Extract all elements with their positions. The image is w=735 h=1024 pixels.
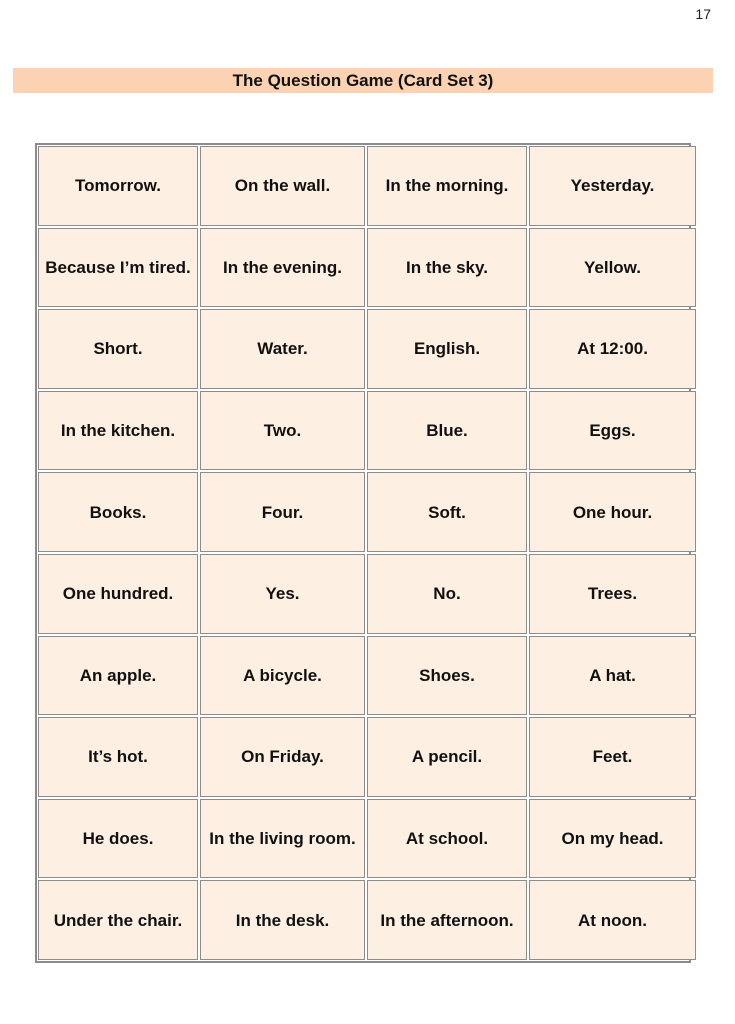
answer-card: Blue. (367, 391, 527, 471)
answer-card: Feet. (529, 717, 696, 797)
answer-card: At 12:00. (529, 309, 696, 389)
answer-card: In the morning. (367, 146, 527, 226)
answer-card: In the sky. (367, 228, 527, 308)
answer-card: Tomorrow. (38, 146, 198, 226)
answer-card: In the afternoon. (367, 880, 527, 960)
answer-card: Water. (200, 309, 365, 389)
answer-card: At noon. (529, 880, 696, 960)
answer-card: In the living room. (200, 799, 365, 879)
answer-card: No. (367, 554, 527, 634)
answer-card: He does. (38, 799, 198, 879)
answer-card: Soft. (367, 472, 527, 552)
answer-card: A hat. (529, 636, 696, 716)
answer-card: Eggs. (529, 391, 696, 471)
card-grid (35, 143, 691, 963)
answer-card: Two. (200, 391, 365, 471)
answer-card: At school. (367, 799, 527, 879)
answer-card: Short. (38, 309, 198, 389)
answer-card: One hundred. (38, 554, 198, 634)
answer-card: English. (367, 309, 527, 389)
answer-card: Under the chair. (38, 880, 198, 960)
page-title: The Question Game (Card Set 3) (13, 68, 713, 93)
answer-card: Yellow. (529, 228, 696, 308)
answer-card: In the kitchen. (38, 391, 198, 471)
answer-card: Shoes. (367, 636, 527, 716)
answer-card: It’s hot. (38, 717, 198, 797)
answer-card: On my head. (529, 799, 696, 879)
answer-card: Yesterday. (529, 146, 696, 226)
page-number: 17 (695, 6, 711, 22)
answer-card: Trees. (529, 554, 696, 634)
answer-card: A bicycle. (200, 636, 365, 716)
answer-card: A pencil. (367, 717, 527, 797)
answer-card: Because I’m tired. (38, 228, 198, 308)
answer-card: Books. (38, 472, 198, 552)
answer-card: In the desk. (200, 880, 365, 960)
answer-card: Four. (200, 472, 365, 552)
answer-card: On Friday. (200, 717, 365, 797)
answer-card: Yes. (200, 554, 365, 634)
answer-card: One hour. (529, 472, 696, 552)
answer-card: In the evening. (200, 228, 365, 308)
answer-card: An apple. (38, 636, 198, 716)
answer-card: On the wall. (200, 146, 365, 226)
